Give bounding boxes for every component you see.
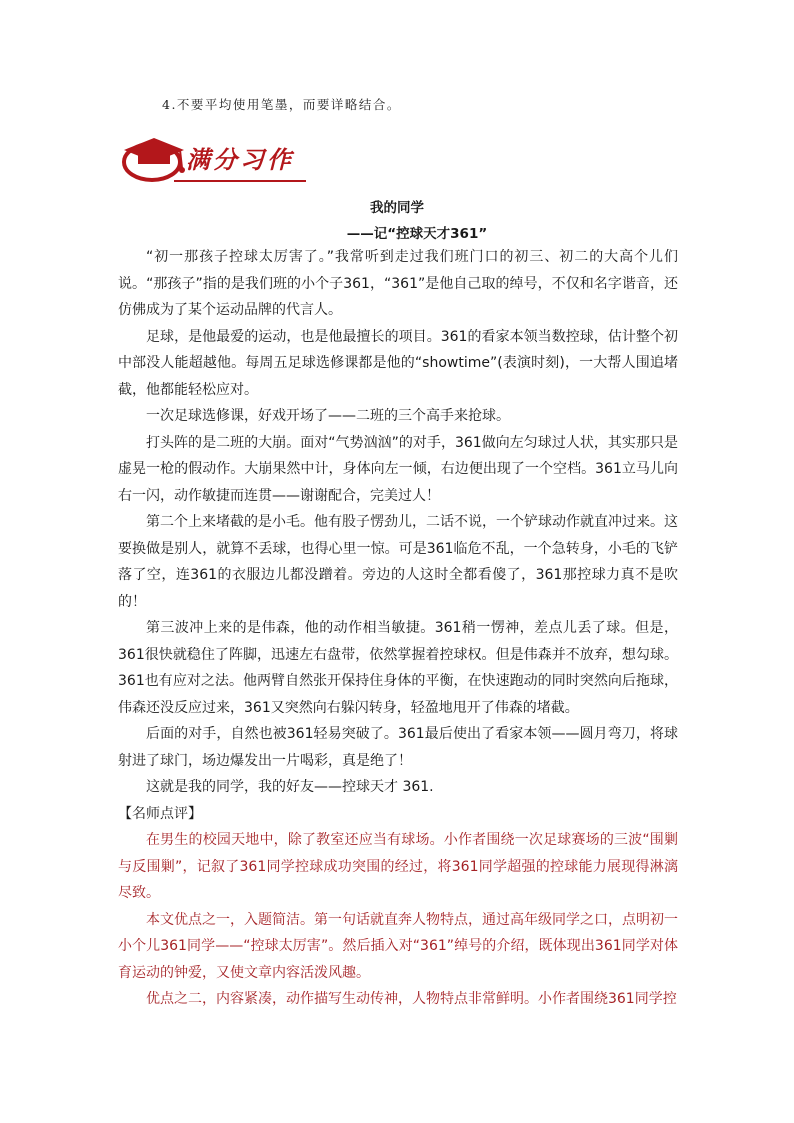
review-paragraph: 优点之二，内容紧凑，动作描写生动传神，人物特点非常鲜明。小作者围绕361同学控 (146, 991, 677, 1007)
essay-paragraph: 这就是我的同学，我的好友——控球天才 361. (146, 779, 434, 795)
essay-paragraph: 第二个上来堵截的是小毛。他有股子愣劲儿，二话不说，一个铲球动作就直冲过来。这要换做是别人，就算不丢球，也得心里一惊。可是361临危不乱，一个急转身，小毛的飞铲落了空，连361的衣服边儿都没蹭着。旁边的人这时全都看傻了，361那控球力真不是吹的！ (118, 514, 678, 610)
review-paragraph: 在男生的校园天地中，除了教室还应当有球场。小作者围绕一次足球赛场的三波“围剿与反围剿”，记叙了361同学控球成功突围的经过，将361同学超强的控球能力展现得淋漓尽致。 (118, 832, 678, 901)
banner-title: 满分习作 (186, 145, 294, 174)
essay-paragraph: 一次足球选修课，好戏开场了——二班的三个高手来抢球。 (146, 408, 510, 424)
essay-paragraph: 第三波冲上来的是伟森，他的动作相当敏捷。361稍一愣神，差点儿丢了球。但是，361很快就稳住了阵脚，迅速左右盘带，依然掌握着控球权。但是伟森并不放弃，想勾球。361也有应对之法。他两臂自然张开保持住身体的平衡，在快速跑动的同时突然向后拖球，伟森还没反应过来，361又突然向右躲闪转身，轻盈地甩开了伟森的堵截。 (118, 620, 678, 716)
banner-underline (174, 180, 306, 182)
essay-subtitle: ——记“控球天才361” (346, 226, 488, 242)
writing-tip: 4.不要平均使用笔墨，而要详略结合。 (162, 97, 401, 112)
essay-paragraph: 打头阵的是二班的大崩。面对“气势汹汹”的对手，361做向左匀球过人状，其实那只是虚晃一枪的假动作。大崩果然中计，身体向左一倾，右边便出现了一个空档。361立马儿向右一闪，动作敏捷而连贯——谢谢配合，完美过人！ (118, 434, 678, 504)
essay-paragraph: 足球，是他最爱的运动，也是他最擅长的项目。361的看家本领当数控球，估计整个初中部没人能超越他。每周五足球选修课都是他的“showtime”(表演时刻)，一大帮人围追堵截，他都能轻松应对。 (118, 328, 678, 398)
review-paragraph: 本文优点之一，入题简洁。第一句话就直奔人物特点，通过高年级同学之口，点明初一小个儿361同学——“控球太厉害”。然后插入对“361”绰号的介绍，既体现出361同学对体育运动的钟爱，又使文章内容活泼风趣。 (118, 911, 678, 981)
essay-paragraph: “初一那孩子控球太厉害了。”我常听到走过我们班门口的初三、初二的大高个儿们说。“那孩子”指的是我们班的小个子361，“361”是他自己取的绰号，不仅和名字谐音，还仿佛成为了某个运动品牌的代言人。 (118, 249, 678, 318)
essay-body (118, 244, 678, 1013)
essay-paragraph: 后面的对手，自然也被361轻易突破了。361最后使出了看家本领——圆月弯刀，将球射进了球门，场边爆发出一片喝彩，真是绝了！ (118, 726, 678, 769)
review-heading: 【名师点评】 (118, 805, 202, 822)
essay-title: 我的同学 (370, 200, 424, 216)
